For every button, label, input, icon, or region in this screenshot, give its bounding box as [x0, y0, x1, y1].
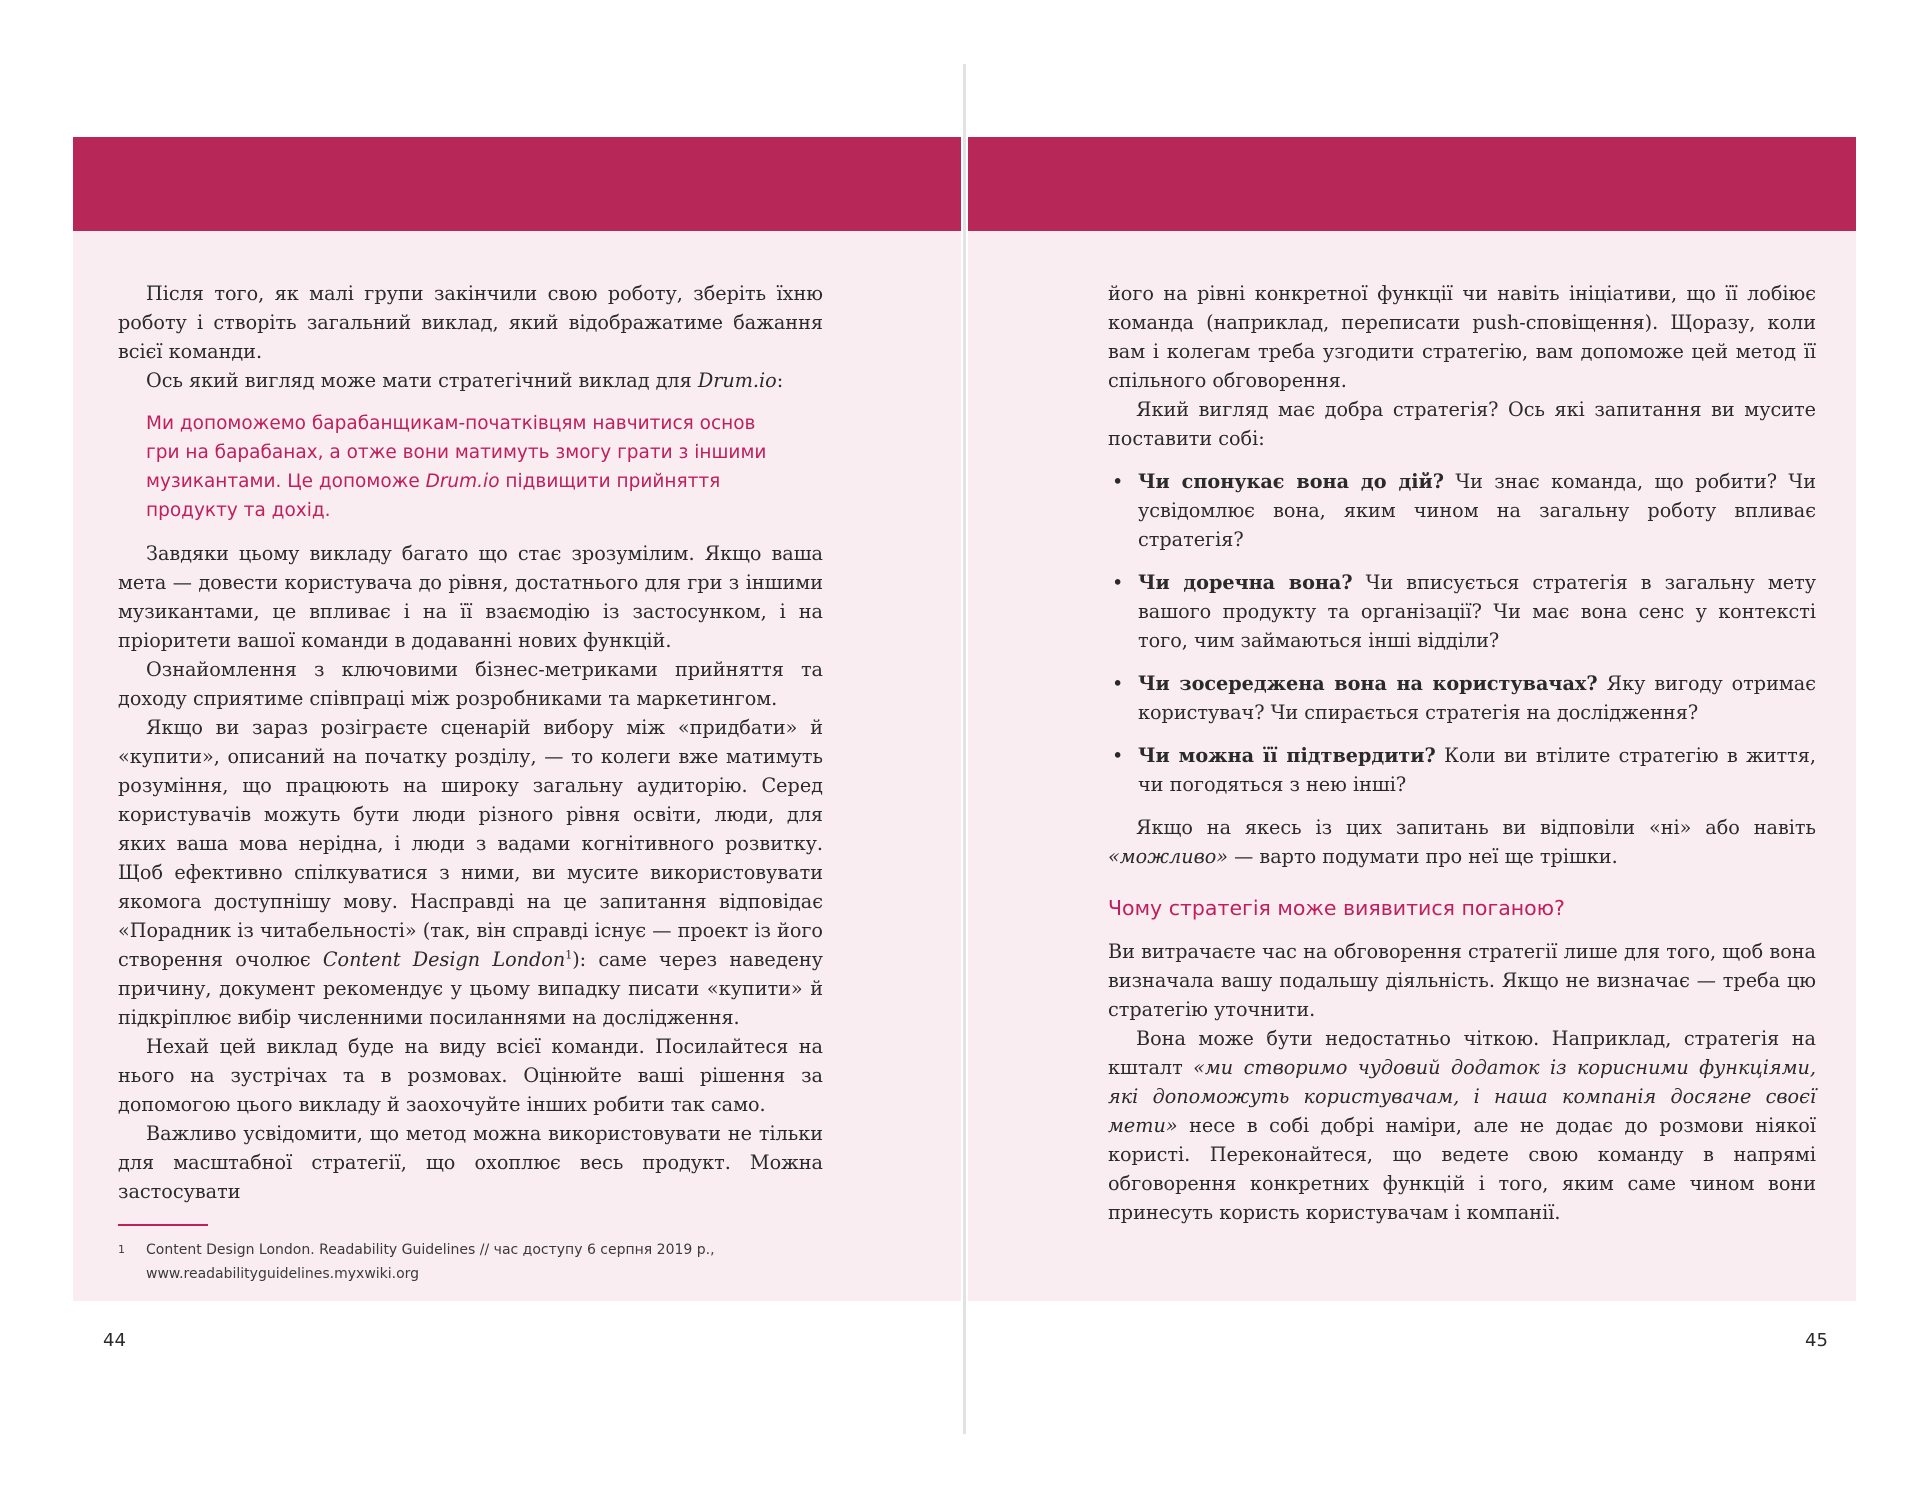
header-band [73, 137, 961, 231]
paragraph: Якщо ви зараз розіграєте сценарій вибору між «придбати» й «купити», описаний на початку розділу, — то колеги вже матимуть розуміння, що працюють на широку загальну аудиторію. Серед користувачів можуть бути люди різного рівня освіти, люди, для яких ваша мова нерідна, і люди з вадами когнітивного розвитку. Щоб ефективно спілкуватися з ними, ви мусите використовувати якомога доступнішу мову. Насправді на це запитання відповідає «Порадник із читабельності» (так, він справді існує — проект із його створення очолює Content Design London$^1$): саме через наведену причину, документ рекомендує у цьому випадку писати «купити» й підкріплює вибір численними посиланнями на дослідження. [118, 716, 823, 1029]
paragraph: Важливо усвідомити, що метод можна використовувати не тільки для масштабної стратегії, що охоплює весь продукт. Можна застосувати [118, 1122, 823, 1203]
strategy-questions-list [1108, 467, 1816, 799]
bullet-icon: • [1112, 744, 1124, 767]
left-page [73, 137, 961, 1301]
paragraph: Ви витрачаєте час на обговорення стратегії лише для того, щоб вона визначала вашу подальшу діяльність. Якщо не визначає — треба цю стратегію уточнити. [1108, 940, 1816, 1021]
section-heading: Чому стратегія може виявитися поганою? [1108, 896, 1565, 920]
paragraph: його на рівні конкретної функції чи навіть ініціативи, що її лобіює команда (наприклад, переписати push-сповіщення). Щоразу, коли вам і колегам треба узгодити стратегію, вам допоможе цей метод її спільного обговорення. [1108, 282, 1816, 392]
page-number-left: 44 [103, 1330, 126, 1351]
footnote-number: 1 [118, 1243, 125, 1256]
paragraph: Який вигляд має добра стратегія? Ось які запитання ви мусите поставити собі: [1108, 398, 1816, 450]
paragraph: Після того, як малі групи закінчили свою роботу, зберіть їхню роботу і створіть загальний виклад, який відображатиме бажання всієї команди. [118, 282, 823, 363]
right-page-text [1108, 279, 1816, 1227]
footnote [118, 1238, 823, 1286]
list-item: • Чи зосереджена вона на користувачах? Яку вигоду отримає користувач? Чи спирається стратегія на дослідження? [1108, 669, 1816, 727]
paragraph: Ознайомлення з ключовими бізнес-метриками прийняття та доходу сприятиме співпраці між розробниками та маркетингом. [118, 658, 823, 710]
strategy-statement-callout: Ми допоможемо барабанщикам-початківцям навчитися основ гри на барабанах, а отже вони матимуть змогу грати з іншими музикантами. Це допоможе Drum.io підвищити прийняття продукту та дохід. [146, 413, 767, 521]
bullet-icon: • [1112, 470, 1124, 493]
paragraph: Якщо на якесь із цих запитань ви відповіли «ні» або навіть «можливо» — варто подумати про неї ще трішки. [1108, 816, 1816, 868]
list-item: • Чи можна її підтвердити? Коли ви втілите стратегію в життя, чи погодяться з нею інші? [1108, 741, 1816, 799]
footnote-divider [118, 1224, 208, 1226]
page-number-right: 45 [1805, 1330, 1828, 1351]
list-item: • Чи спонукає вона до дій? Чи знає команда, що робити? Чи усвідомлює вона, яким чином на загальну роботу впливає стратегія? [1108, 467, 1816, 554]
paragraph: Ось який вигляд може мати стратегічний виклад для Drum.io: [146, 369, 784, 392]
list-item: • Чи доречна вона? Чи вписується стратегія в загальну мету вашого продукту та організації? Чи має вона сенс у контексті того, чим займаються інші відділи? [1108, 568, 1816, 655]
paragraph: Нехай цей виклад буде на виду всієї команди. Посилайтеся на нього на зустрічах та в розмовах. Оцінюйте ваші рішення за допомогою цього викладу й заохочуйте інших робити так само. [118, 1035, 823, 1116]
paragraph: Вона може бути недостатньо чіткою. Наприклад, стратегія на кшталт «ми створимо чудовий додаток із корисними функціями, які допоможуть користувачам, і наша компанія досягне своєї мети» несе в собі добрі наміри, але не додає до розмови ніякої користі. Переконайтеся, що ведете свою команду в напрямі обговорення конкретних функцій і того, яким саме чином вони принесуть користь користувачам і компанії. [1108, 1027, 1816, 1224]
book-spine [963, 64, 966, 1434]
paragraph: Завдяки цьому викладу багато що стає зрозумілим. Якщо ваша мета — довести користувача до рівня, достатнього для гри з іншими музикантами, це впливає і на її взаємодію із застосунком, і на пріоритети вашої команди в додаванні нових функцій. [118, 542, 823, 652]
bullet-icon: • [1112, 571, 1124, 594]
right-page [968, 137, 1856, 1301]
footnote-text: Content Design London. Readability Guidelines // час доступу 6 серпня 2019 р., www.readabilityguidelines.myxwiki.org [146, 1242, 715, 1282]
left-page-text [118, 279, 823, 1206]
footnote-ref[interactable]: 1 [565, 948, 573, 962]
bullet-icon: • [1112, 672, 1124, 695]
header-band [968, 137, 1856, 231]
